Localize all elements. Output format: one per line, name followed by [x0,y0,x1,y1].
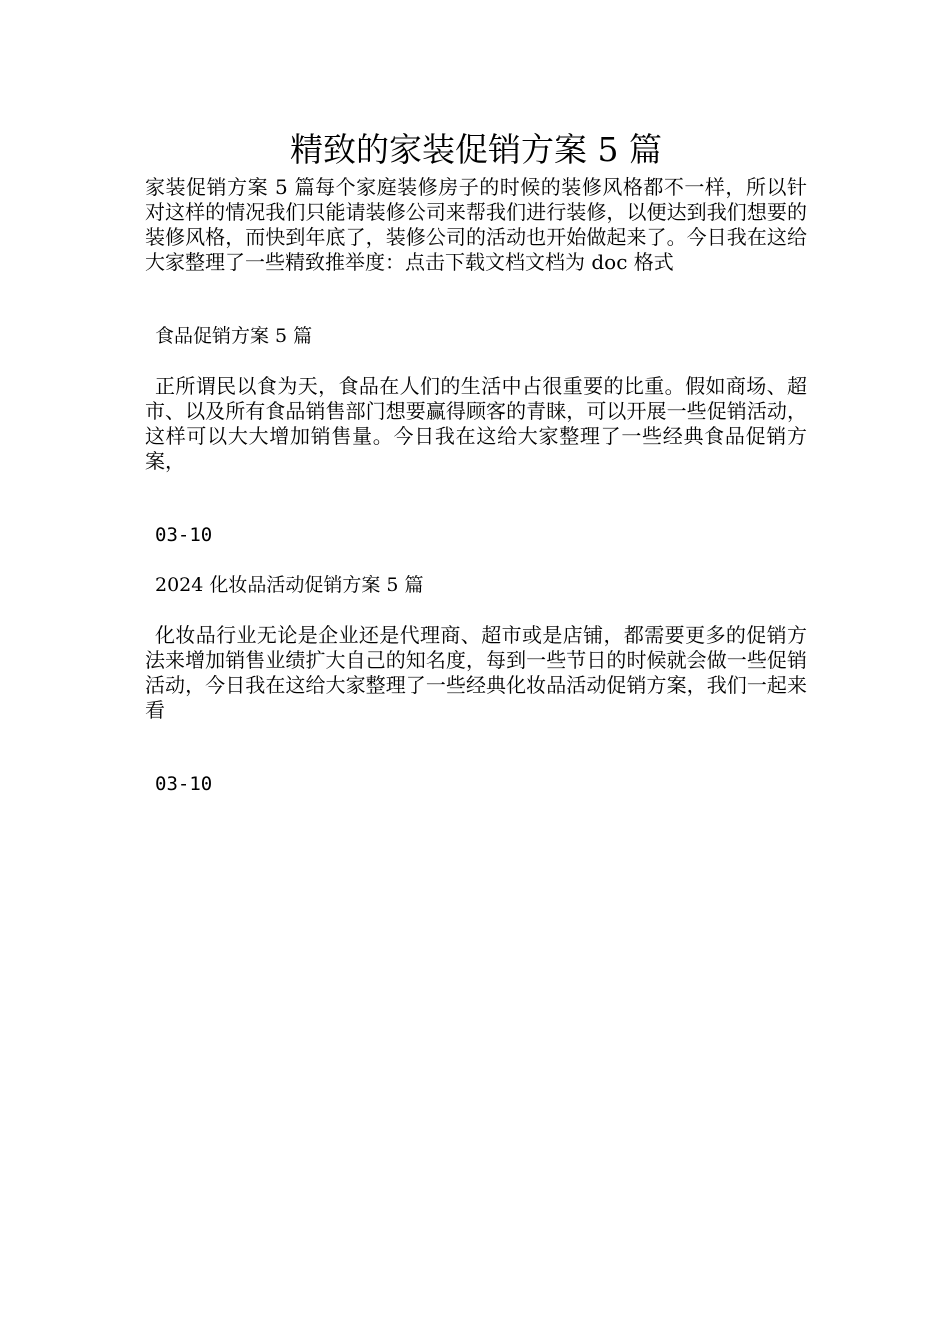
article-summary: 正所谓民以食为天，食品在人们的生活中占很重要的比重。假如商场、超市、以及所有食品销售部门想要赢得顾客的青睐，可以开展一些促销活动，这样可以大大增加销售量。今日我在这给大家整理了一些经典食品促销方案， [145,374,807,473]
article-date: 03-10 [155,773,213,795]
article-title[interactable]: 2024 化妆品活动促销方案 5 篇 [155,574,424,596]
article-summary: 化妆品行业无论是企业还是代理商、超市或是店铺，都需要更多的促销方法来增加销售业绩扩大自己的知名度，每到一些节日的时候就会做一些促销活动，今日我在这给大家整理了一些经典化妆品活动促销方案，我们一起来看 [145,623,807,722]
article-date: 03-10 [155,524,213,546]
document-title: 精致的家装促销方案 5 篇 [290,130,662,169]
intro-paragraph: 家装促销方案 5 篇每个家庭装修房子的时候的装修风格都不一样，所以针对这样的情况我们只能请装修公司来帮我们进行装修，以便达到我们想要的装修风格，而快到年底了，装修公司的活动也开始做起来了。今日我在这给大家整理了一些精致推举度：点击下载文档文档为 doc 格式 [145,175,807,274]
article-title[interactable]: 食品促销方案 5 篇 [155,325,313,347]
